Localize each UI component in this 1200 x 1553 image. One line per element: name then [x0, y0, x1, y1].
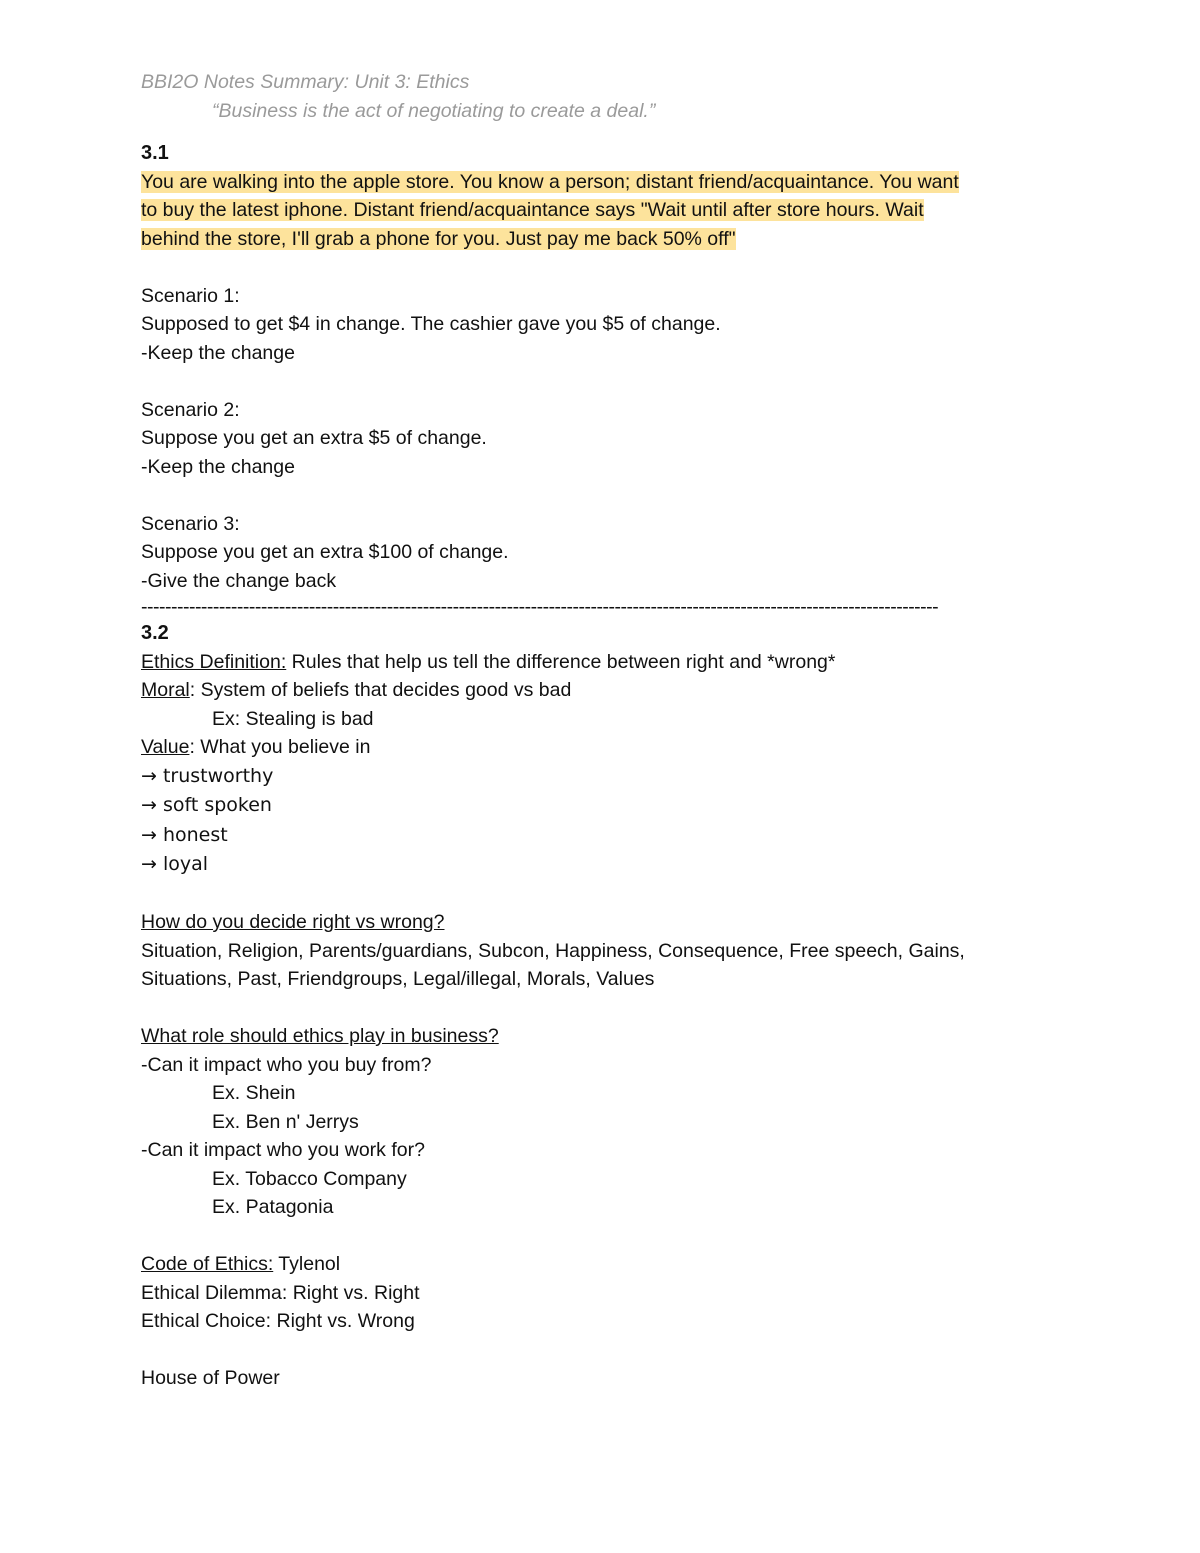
header-quote: “Business is the act of negotiating to create a deal.” — [212, 99, 656, 122]
value-item: → soft spoken — [141, 794, 272, 816]
scenario-3-label: Scenario 3: — [141, 512, 240, 535]
decide-question: How do you decide right vs wrong? — [141, 911, 445, 933]
buy-example: Ex. Ben n' Jerrys — [212, 1110, 359, 1133]
ethics-term: Ethics Definition: — [141, 650, 287, 673]
scenario-3-text: Suppose you get an extra $100 of change. — [141, 541, 509, 563]
work-example: Ex. Tobacco Company — [212, 1167, 407, 1190]
value-definition: Value: What you believe in — [141, 736, 371, 758]
scenario-1-text: Supposed to get $4 in change. The cashier gave you $5 of change. — [141, 313, 721, 335]
highlight-line-3: behind the store, I'll grab a phone for you. Just pay me back 50% off" — [141, 227, 736, 250]
ethics-definition: Ethics Definition: Rules that help us tell the difference between right and *wrong* — [141, 650, 836, 673]
document-page — [141, 68, 1061, 1393]
house-of-power: House of Power — [141, 1367, 280, 1389]
buy-question: -Can it impact who you buy from? — [141, 1053, 432, 1076]
scenario-2-answer: -Keep the change — [141, 455, 295, 478]
value-item: → trustworthy — [141, 764, 274, 787]
moral-example: Ex: Stealing is bad — [212, 707, 374, 730]
section-number-3-1: 3.1 — [141, 142, 169, 164]
value-term: Value — [141, 736, 190, 758]
work-question: -Can it impact who you work for? — [141, 1139, 425, 1161]
moral-term: Moral — [141, 679, 190, 701]
scenario-3-answer: -Give the change back — [141, 569, 337, 592]
value-item: → loyal — [141, 853, 209, 875]
buy-example: Ex. Shein — [212, 1082, 296, 1104]
highlight-line-1: You are walking into the apple store. You know a person; distant friend/acquaintance. You want — [141, 170, 959, 193]
decide-answer-line-2: Situations, Past, Friendgroups, Legal/illegal, Morals, Values — [141, 968, 655, 990]
value-item: → honest — [141, 823, 228, 846]
decide-answer-line-1: Situation, Religion, Parents/guardians, Subcon, Happiness, Consequence, Free speech, Gains, — [141, 939, 965, 962]
scenario-2-text: Suppose you get an extra $5 of change. — [141, 427, 487, 449]
code-term: Code of Ethics: — [141, 1253, 274, 1275]
moral-definition: Moral: System of beliefs that decides good vs bad — [141, 679, 572, 701]
scenario-2-label: Scenario 2: — [141, 398, 240, 421]
code-of-ethics: Code of Ethics: Tylenol — [141, 1253, 341, 1275]
ethical-choice: Ethical Choice: Right vs. Wrong — [141, 1310, 415, 1332]
work-example: Ex. Patagonia — [212, 1196, 334, 1218]
scenario-1-label: Scenario 1: — [141, 284, 240, 307]
highlight-line-2: to buy the latest iphone. Distant friend/acquaintance says "Wait until after store hours. Wait — [141, 199, 924, 221]
role-question: What role should ethics play in business? — [141, 1025, 499, 1047]
scenario-1-answer: -Keep the change — [141, 341, 295, 364]
document-title: BBI2O Notes Summary: Unit 3: Ethics — [141, 71, 470, 93]
section-number-3-2: 3.2 — [141, 622, 169, 644]
ethical-dilemma: Ethical Dilemma: Right vs. Right — [141, 1281, 420, 1304]
section-divider: ------------------------------------------------------------------------------------------------------------------------------------- — [141, 596, 939, 618]
